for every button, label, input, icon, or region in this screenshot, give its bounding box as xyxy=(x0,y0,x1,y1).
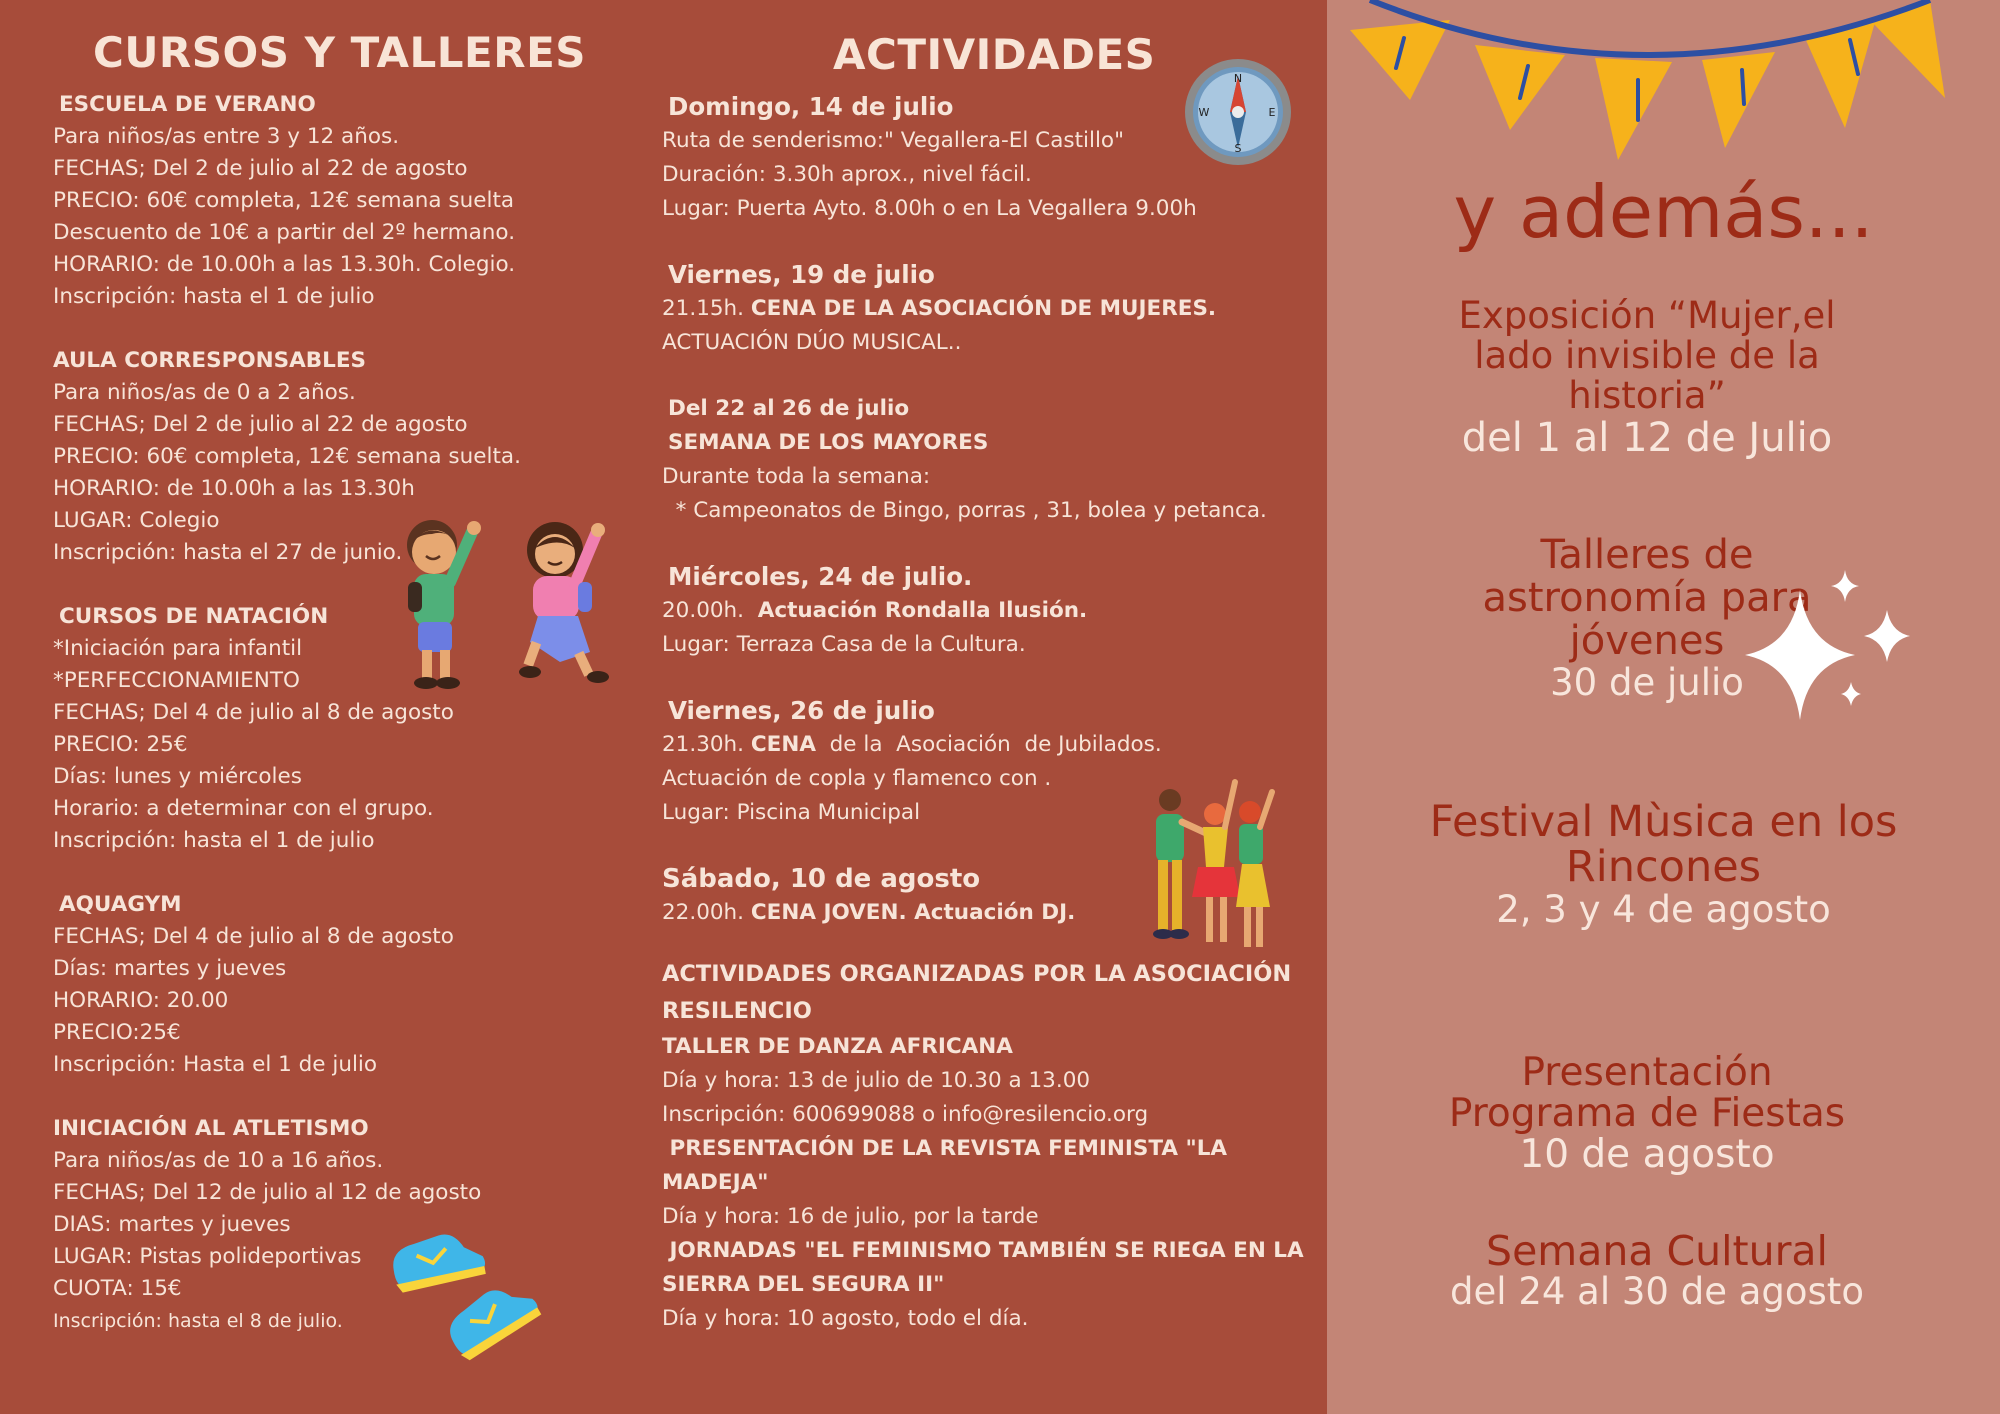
viernes26-line xyxy=(662,728,1322,762)
atletismo-line: LUGAR: Pistas polideportivas xyxy=(53,1244,362,1269)
kids-illustration xyxy=(400,512,630,702)
expo-title: Exposición “Mujer,el xyxy=(1458,294,1836,337)
expo-title: lado invisible de la xyxy=(1474,334,1820,377)
natacion-line: *PERFECCIONAMIENTO xyxy=(53,668,300,693)
ademas-item-expo xyxy=(1327,296,1967,460)
cursos-column xyxy=(53,89,613,1337)
semana-sub: SEMANA DE LOS MAYORES xyxy=(668,430,989,455)
semana-cultural-title: Semana Cultural xyxy=(1486,1227,1828,1275)
viernes26-time: 21.30h. xyxy=(662,732,751,757)
escuela-line: Descuento de 10€ a partir del 2º hermano. xyxy=(53,220,516,245)
sabado-time: 22.00h. xyxy=(662,900,751,925)
miercoles-line: Lugar: Terraza Casa de la Cultura. xyxy=(662,632,1026,657)
escuela-line: Inscripción: hasta el 1 de julio xyxy=(53,284,375,309)
atletismo-title: INICIACIÓN AL ATLETISMO xyxy=(53,1116,369,1141)
natacion-title: CURSOS DE NATACIÓN xyxy=(59,604,329,629)
aula-line: FECHAS; Del 2 de julio al 22 de agosto xyxy=(53,412,468,437)
ademas-item-semana xyxy=(1327,1227,1987,1313)
compass-w-label: W xyxy=(1198,106,1210,119)
escuela-title: ESCUELA DE VERANO xyxy=(59,92,316,117)
viernes19-time: 21.15h. xyxy=(662,296,751,321)
escuela-line: PRECIO: 60€ completa, 12€ semana suelta xyxy=(53,188,515,213)
actividades-title: ACTIVIDADES xyxy=(833,30,1156,79)
aula-line: Para niños/as de 0 a 2 años. xyxy=(53,380,356,405)
aquagym-line: Días: martes y jueves xyxy=(53,956,287,981)
viernes26-day: Viernes, 26 de julio xyxy=(668,696,935,725)
resilencio-taller-line: Inscripción: 600699088 o info@resilencio.org xyxy=(662,1102,1149,1127)
resilencio-revista-title: MADEJA" xyxy=(662,1170,769,1195)
escuela-line: HORARIO: de 10.00h a las 13.30h. Colegio. xyxy=(53,252,516,277)
festival-title: Festival Mùsica en los xyxy=(1429,797,1898,847)
resilencio-revista-line: Día y hora: 16 de julio, por la tarde xyxy=(662,1204,1039,1229)
miercoles-event: Actuación Rondalla Ilusión. xyxy=(757,598,1088,623)
sneakers-illustration xyxy=(388,1222,548,1372)
ademas-item-presentacion xyxy=(1327,1052,1967,1175)
miercoles-line xyxy=(662,594,1322,628)
expo-date: del 1 al 12 de Julio xyxy=(1461,415,1833,461)
natacion-line: *Iniciación para infantil xyxy=(53,636,303,661)
resilencio-jornadas-title: JORNADAS "EL FEMINISMO TAMBIÉN SE RIEGA EN LA xyxy=(662,1238,1304,1263)
semana-day: Del 22 al 26 de julio xyxy=(668,396,910,421)
presentacion-title: Programa de Fiestas xyxy=(1448,1091,1846,1136)
aquagym-title: AQUAGYM xyxy=(59,892,182,917)
aquagym-line: Inscripción: Hasta el 1 de julio xyxy=(53,1052,378,1077)
resilencio-jornadas-line: Día y hora: 10 agosto, todo el día. xyxy=(662,1306,1029,1331)
viernes26-line: Actuación de copla y flamenco con . xyxy=(662,766,1052,791)
sabado-event: CENA JOVEN. Actuación DJ. xyxy=(750,900,1076,925)
aula-title: AULA CORRESPONSABLES xyxy=(53,348,367,373)
festival-date: 2, 3 y 4 de agosto xyxy=(1496,888,1831,931)
aula-line: HORARIO: de 10.00h a las 13.30h xyxy=(53,476,415,501)
expo-title: historia” xyxy=(1568,374,1726,417)
aquagym-line: HORARIO: 20.00 xyxy=(53,988,229,1013)
compass-n-label: N xyxy=(1233,72,1243,85)
domingo-day: Domingo, 14 de julio xyxy=(668,92,954,121)
viernes26-rest: de la Asociación de Jubilados. xyxy=(815,732,1162,757)
ademas-title: y además... xyxy=(1453,170,1874,254)
domingo-line: Duración: 3.30h aprox., nivel fácil. xyxy=(662,162,1032,187)
aula-line: PRECIO: 60€ completa, 12€ semana suelta. xyxy=(53,444,521,469)
sparkles-icon xyxy=(1745,570,1925,720)
presentacion-date: 10 de agosto xyxy=(1519,1132,1775,1177)
aula-line: Inscripción: hasta el 27 de junio. xyxy=(53,540,403,565)
aquagym-line: FECHAS; Del 4 de julio al 8 de agosto xyxy=(53,924,454,949)
ademas-item-festival xyxy=(1327,797,2000,931)
semana-line: * Campeonatos de Bingo, porras , 31, bolea y petanca. xyxy=(662,498,1267,523)
presentacion-title: Presentación xyxy=(1521,1050,1773,1095)
compass-s-label: S xyxy=(1234,142,1242,155)
aquagym-line: PRECIO:25€ xyxy=(53,1020,181,1045)
atletismo-line: Inscripción: hasta el 8 de julio. xyxy=(53,1310,343,1332)
cursos-title: CURSOS Y TALLERES xyxy=(93,28,587,77)
viernes19-event: CENA DE LA ASOCIACIÓN DE MUJERES. xyxy=(750,296,1217,321)
viernes26-line: Lugar: Piscina Municipal xyxy=(662,800,921,825)
bunting-decoration xyxy=(1350,0,1950,170)
semana-cultural-date: del 24 al 30 de agosto xyxy=(1450,1270,1864,1313)
domingo-line: Ruta de senderismo:" Vegallera-El Castillo" xyxy=(662,128,1124,153)
dancers-illustration xyxy=(1140,772,1280,957)
natacion-line: Inscripción: hasta el 1 de julio xyxy=(53,828,375,853)
compass-e-label: E xyxy=(1268,106,1276,119)
natacion-line: FECHAS; Del 4 de julio al 8 de agosto xyxy=(53,700,454,725)
resilencio-taller-line: Día y hora: 13 de julio de 10.30 a 13.00 xyxy=(662,1068,1091,1093)
escuela-line: FECHAS; Del 2 de julio al 22 de agosto xyxy=(53,156,468,181)
natacion-line: Horario: a determinar con el grupo. xyxy=(53,796,434,821)
sabado-day: Sábado, 10 de agosto xyxy=(662,864,981,894)
astro-title: astronomía para xyxy=(1482,575,1812,621)
miercoles-day: Miércoles, 24 de julio. xyxy=(668,562,973,591)
atletismo-line: FECHAS; Del 12 de julio al 12 de agosto xyxy=(53,1180,482,1205)
astro-date: 30 de julio xyxy=(1550,661,1744,704)
astro-title: Talleres de xyxy=(1540,532,1754,578)
viernes19-line xyxy=(662,292,1322,326)
atletismo-line: CUOTA: 15€ xyxy=(53,1276,182,1301)
resilencio-revista-title: PRESENTACIÓN DE LA REVISTA FEMINISTA "LA xyxy=(662,1136,1228,1161)
escuela-line: Para niños/as entre 3 y 12 años. xyxy=(53,124,400,149)
natacion-line: PRECIO: 25€ xyxy=(53,732,188,757)
aula-line: LUGAR: Colegio xyxy=(53,508,220,533)
atletismo-line: DIAS: martes y jueves xyxy=(53,1212,291,1237)
semana-line: Durante toda la semana: xyxy=(662,464,931,489)
viernes26-event: CENA xyxy=(750,732,816,757)
viernes19-line: ACTUACIÓN DÚO MUSICAL.. xyxy=(662,330,962,355)
resilencio-jornadas-title: SIERRA DEL SEGURA II" xyxy=(662,1272,945,1297)
resilencio-title: RESILENCIO xyxy=(662,998,812,1024)
astro-title: jóvenes xyxy=(1569,618,1725,664)
resilencio-title: ACTIVIDADES ORGANIZADAS POR LA ASOCIACIÓN xyxy=(662,961,1292,987)
atletismo-line: Para niños/as de 10 a 16 años. xyxy=(53,1148,384,1173)
actividades-column xyxy=(662,90,1322,1336)
viernes19-day: Viernes, 19 de julio xyxy=(668,260,935,289)
resilencio-taller-title: TALLER DE DANZA AFRICANA xyxy=(662,1034,1013,1059)
natacion-line: Días: lunes y miércoles xyxy=(53,764,302,789)
miercoles-time: 20.00h. xyxy=(662,598,758,623)
festival-title: Rincones xyxy=(1565,842,1762,892)
domingo-line: Lugar: Puerta Ayto. 8.00h o en La Vegallera 9.00h xyxy=(662,196,1197,221)
